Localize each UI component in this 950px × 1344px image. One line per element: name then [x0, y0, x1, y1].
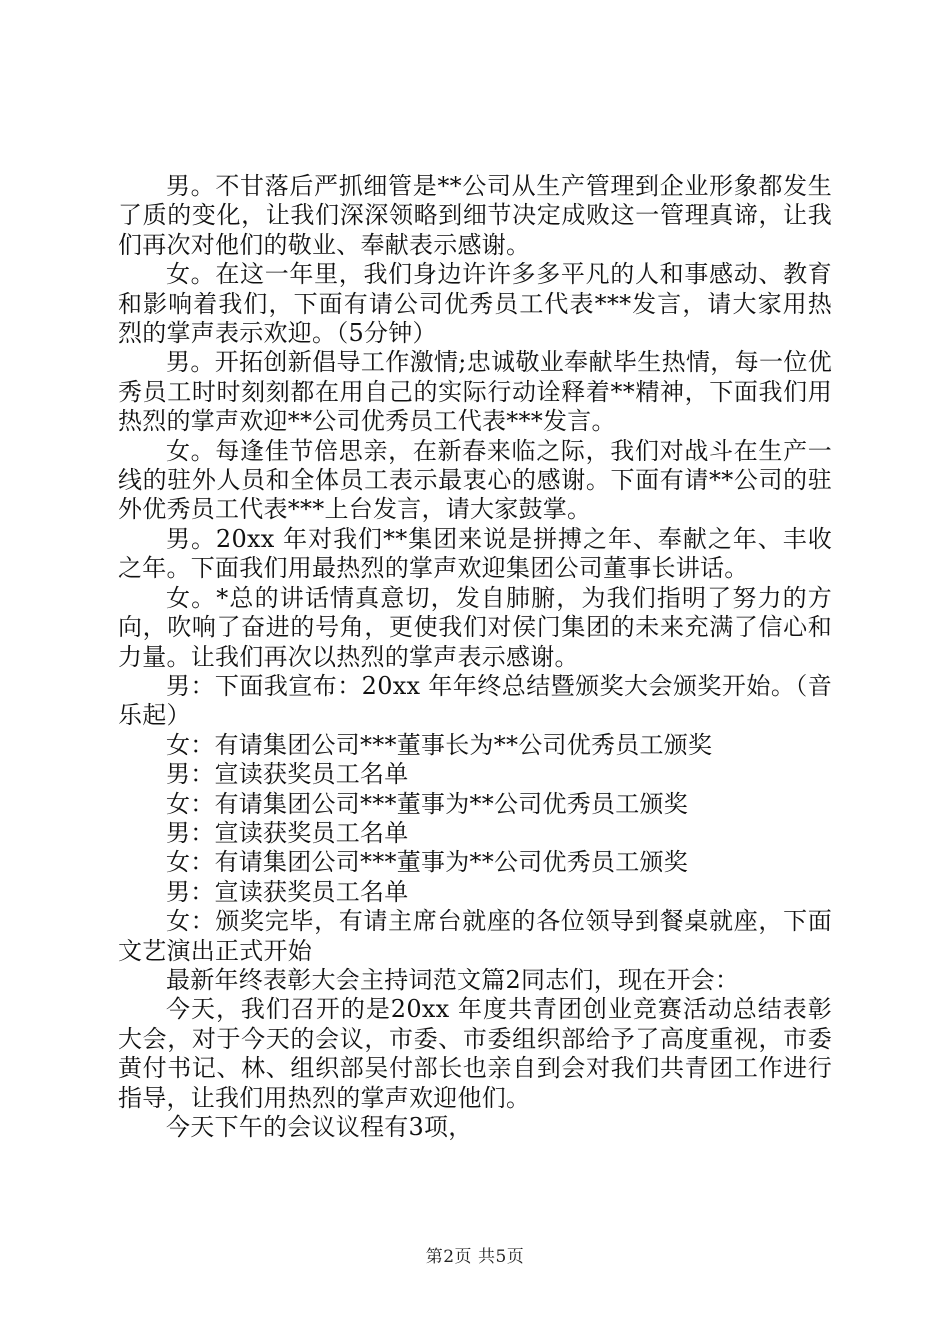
paragraph-7: 男：下面我宣布：20xx 年年终总结暨颁奖大会颁奖开始。（音乐起）	[118, 671, 832, 730]
paragraph-16: 今天，我们召开的是20xx 年度共青团创业竞赛活动总结表彰大会，对于今天的会议，市委、市委组织部给予了高度重视，市委黄付书记、林、组织部吴付部长也亲自到会对我们共青团工作进行指导，让我们用热烈的掌声欢迎他们。	[118, 995, 832, 1112]
paragraph-15: 最新年终表彰大会主持词范文篇2同志们，现在开会：	[166, 965, 740, 994]
paragraph-9: 男：宣读获奖员工名单	[166, 760, 409, 789]
paragraph-10: 女：有请集团公司***董事为**公司优秀员工颁奖	[166, 789, 688, 818]
paragraph-8: 女：有请集团公司***董事长为**公司优秀员工颁奖	[166, 730, 713, 759]
paragraph-17: 今天下午的会议议程有3项，	[166, 1113, 473, 1141]
paragraph-2: 女。在这一年里，我们身边许许多多平凡的人和事感动、教育和影响着我们，下面有请公司优秀员工代表***发言，请大家用热烈的掌声表示欢迎。（5分钟）	[118, 260, 832, 348]
document-body	[118, 172, 832, 1142]
paragraph-6: 女。*总的讲话情真意切，发自肺腑，为我们指明了努力的方向，吹响了奋进的号角，更使我们对侯门集团的未来充满了信心和力量。让我们再次以热烈的掌声表示感谢。	[118, 583, 832, 671]
paragraph-11: 男：宣读获奖员工名单	[166, 818, 409, 847]
paragraph-3: 男。开拓创新倡导工作激情;忠诚敬业奉献毕生热情，每一位优秀员工时时刻刻都在用自己的实际行动诠释着**精神，下面我们用热烈的掌声欢迎**公司优秀员工代表***发言。	[118, 348, 832, 436]
paragraph-12: 女：有请集团公司***董事为**公司优秀员工颁奖	[166, 848, 688, 877]
paragraph-13: 男：宣读获奖员工名单	[166, 877, 409, 906]
page-number-footer: 第2页 共5页	[425, 1247, 525, 1267]
paragraph-1: 男。不甘落后严抓细管是**公司从生产管理到企业形象都发生了质的变化，让我们深深领略到细节决定成败这一管理真谛，让我们再次对他们的敬业、奉献表示感谢。	[118, 172, 832, 259]
paragraph-4: 女。每逢佳节倍思亲，在新春来临之际，我们对战斗在生产一线的驻外人员和全体员工表示最衷心的感谢。下面有请**公司的驻外优秀员工代表***上台发言，请大家鼓掌。	[118, 436, 832, 524]
paragraph-5: 男。20xx 年对我们**集团来说是拼搏之年、奉献之年、丰收之年。下面我们用最热烈的掌声欢迎集团公司董事长讲话。	[118, 524, 832, 583]
paragraph-14: 女：颁奖完毕，有请主席台就座的各位领导到餐桌就座，下面文艺演出正式开始	[118, 907, 832, 965]
